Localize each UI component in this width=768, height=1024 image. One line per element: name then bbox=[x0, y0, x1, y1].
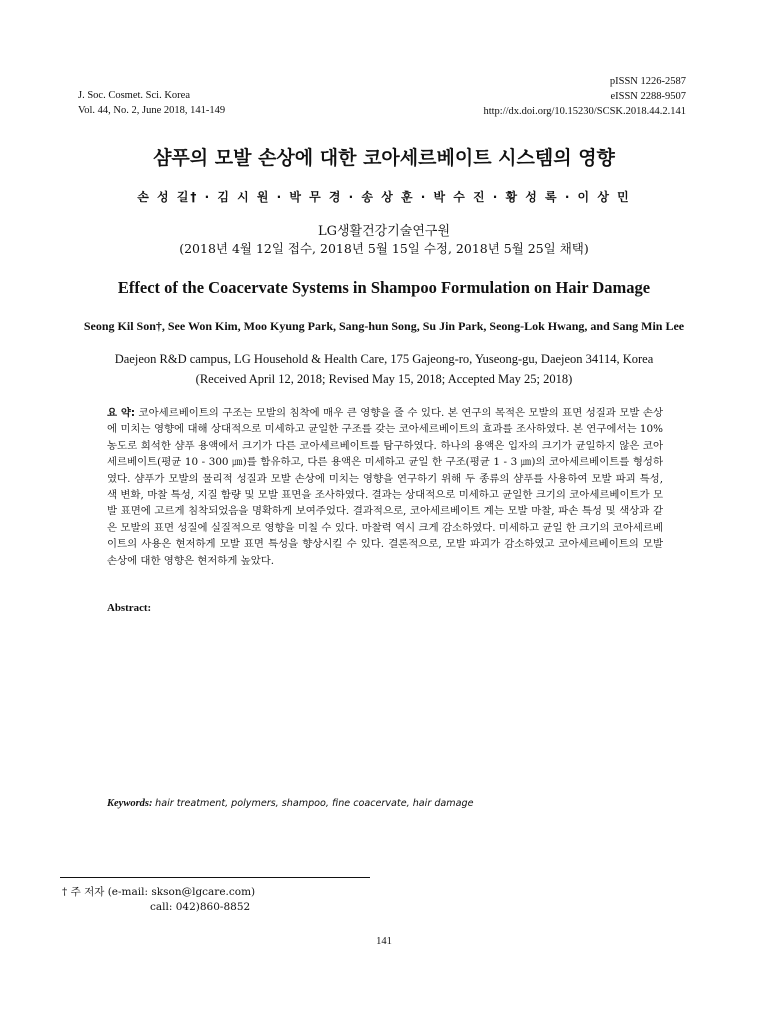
authors-korean: 손 성 길† · 김 시 원 · 박 무 경 · 송 상 훈 · 박 수 진 · 황 성 록 · 이 상 민 bbox=[137, 190, 631, 204]
abstract-english bbox=[107, 600, 663, 616]
affiliation-english: Daejeon R&D campus, LG Household & Health Care, 175 Gajeong-ro, Yuseong-gu, Daejeon 34114, Korea bbox=[114, 352, 654, 366]
pissn: pISSN 1226-2587 bbox=[609, 76, 686, 87]
footnote-divider bbox=[60, 877, 370, 878]
abstract-korean-text: 코아세르베이트의 구조는 모발의 침착에 매우 큰 영향을 줄 수 있다. 본 연구의 목적은 모발의 표면 성질과 모발 손상에 미치는 영향에 대해 상대적으로 미세하고 균일한 구조를 갖는 코아세르베이트의 효과를 조사하였다. 본 연구에서는 10% 농도로 희석한 샴푸 용액에서 크기가 다른 코아세르베이트를 탐구하였다. 하나의 용액은 입자의 크기가 균일하지 않은 코아세르베이트(평균 10 - 300 ㎛)를 함유하고, 다른 용액은 미세하고 균일 한 구조(평균 1 - 3 ㎛)의 코아세르베이트를 형성하였다. 샴푸가 모발의 물리적 성질과 모발 손상에 미치는 영향을 연구하기 위해 두 종류의 샴푸를 사용하여 모발 파괴 특성, 색 변화, 마찰 특성, 지질 함량 및 모발 표면을 조사하였다. 결과는 상대적으로 미세하고 균일한 크기의 코아세르베이트가 모발 표면에 고르게 침착되었음을 명확하게 보여주었다. 결과적으로, 코아세르베이트 계는 모발 마찰, 파손 특성 및 색상과 같은 모발의 표면 성질에 실질적으로 영향을 미칠 수 있다. 마찰력 역시 크게 감소하였다. 미세하고 균일 한 크기의 코아세르베이트의 사용은 현저하게 모발 표면 특성을 향상시킬 수 있다. 결론적으로, 모발 파괴가 감소하였고 코아세르베이트의 모발 손상에 대한 영향은 현저하게 높았다. bbox=[107, 407, 663, 567]
footnote-author: † 주 저자 (e-mail: skson@lgcare.com) bbox=[62, 886, 256, 898]
journal-volume: Vol. 44, No. 2, June 2018, 141-149 bbox=[78, 105, 226, 116]
dates-korean: (2018년 4월 12일 접수, 2018년 5월 15일 수정, 2018년 5월 25일 채택) bbox=[179, 241, 589, 256]
keywords bbox=[107, 798, 663, 809]
authors-english: Seong Kil Son†, See Won Kim, Moo Kyung Park, Sang-hun Song, Su Jin Park, Seong-Lok Hwang, and Sang Min Lee bbox=[83, 319, 685, 333]
keywords-text: hair treatment, polymers, shampoo, fine coacervate, hair damage bbox=[155, 798, 474, 809]
issn-block bbox=[483, 74, 686, 119]
abstract-korean bbox=[107, 405, 663, 569]
title-korean: 샴푸의 모발 손상에 대한 코아세르베이트 시스템의 영향 bbox=[153, 147, 615, 169]
footnote-phone: call: 042)860-8852 bbox=[150, 901, 251, 913]
page-number: 141 bbox=[376, 936, 392, 947]
affiliation-korean: LG생활건강기술연구원 bbox=[317, 224, 451, 239]
title-english: Effect of the Coacervate Systems in Shampoo Formulation on Hair Damage bbox=[117, 278, 651, 297]
journal-citation bbox=[78, 88, 225, 118]
abstract-english-label: Abstract: bbox=[107, 602, 152, 614]
abstract-korean-label: 요 약: bbox=[107, 407, 136, 419]
doi-link[interactable]: http://dx.doi.org/10.15230/SCSK.2018.44.2.141 bbox=[483, 106, 686, 117]
dates-english: (Received April 12, 2018; Revised May 15, 2018; Accepted May 25; 2018) bbox=[195, 372, 573, 386]
keywords-label: Keywords: bbox=[107, 798, 153, 809]
eissn: eISSN 2288-9507 bbox=[610, 91, 686, 102]
journal-name: J. Soc. Cosmet. Sci. Korea bbox=[78, 90, 190, 101]
